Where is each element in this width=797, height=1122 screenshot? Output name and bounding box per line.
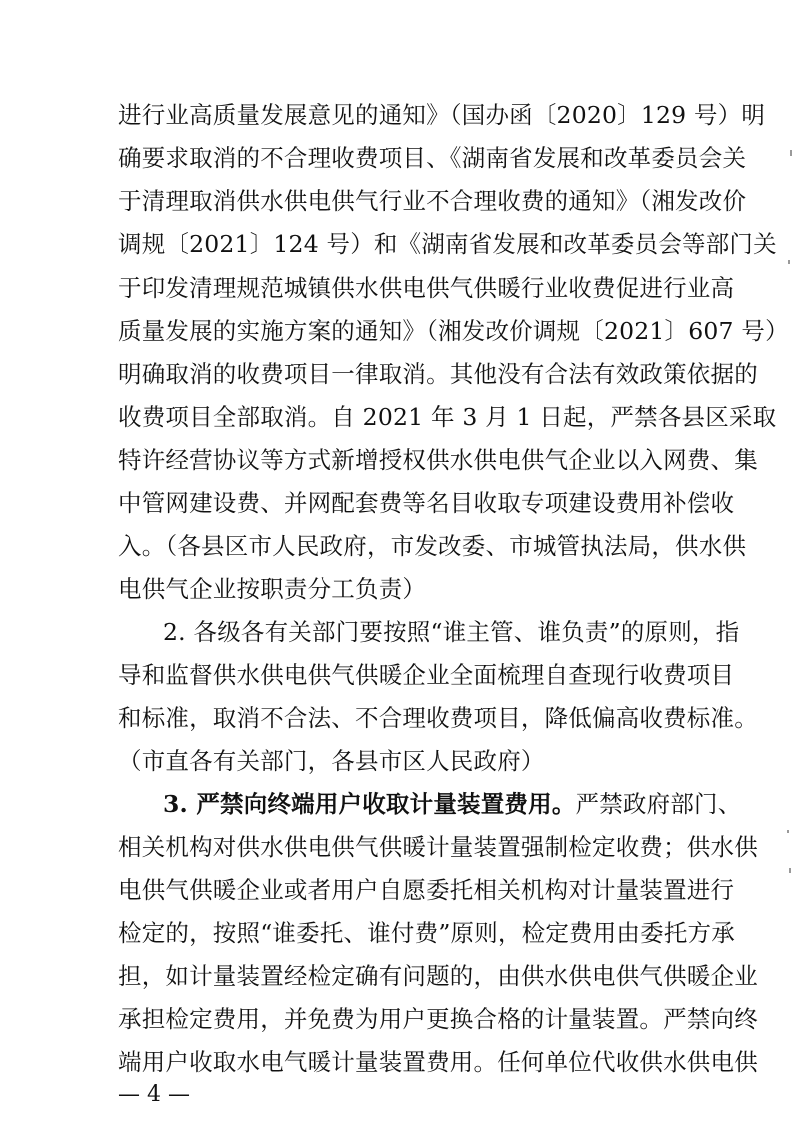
text-line: 收费项目全部取消。自 2021 年 3 月 1 日起，严禁各县区采取 (118, 403, 777, 431)
text-line: 入。（各县区市人民政府，市发改委、市城管执法局，供水供 (118, 532, 747, 560)
page-number: — 4 — (118, 1082, 190, 1107)
text-line: 相关机构对供水供电供气供暖计量装置强制检定收费；供水供 (118, 833, 758, 861)
text-line: 电供气企业按职责分工负责） (118, 575, 427, 603)
paragraph-3-line (163, 786, 742, 822)
text-line: 调规〔2021〕124 号）和《湖南省发展和改革委员会等部门关 (118, 230, 777, 258)
text-line: 于清理取消供水供电供气行业不合理收费的通知》（湘发改价 (118, 187, 747, 215)
paragraph-2-line: 2. 各级各有关部门要按照“谁主管、谁负责”的原则，指 (163, 618, 740, 646)
scan-mark (789, 868, 791, 873)
scan-mark (787, 830, 789, 833)
scan-mark (788, 260, 790, 264)
text-line: 中管网建设费、并网配套费等名目收取专项建设费用补偿收 (118, 489, 735, 517)
text-line: 确要求取消的不合理收费项目、《湖南省发展和改革委员会关 (118, 144, 747, 172)
paragraph-3-heading: 3. 严禁向终端用户收取计量装置费用。 (163, 790, 576, 818)
text-line: 进行业高质量发展意见的通知》（国办函〔2020〕129 号）明 (118, 101, 766, 129)
text-line: 端用户收取水电气暖计量装置费用。任何单位代收供水供电供 (118, 1048, 758, 1076)
text-line: 和标准，取消不合法、不合理收费项目，降低偏高收费标准。 (118, 704, 758, 732)
scan-mark (790, 150, 792, 156)
text-line: （市直各有关部门，各县市区人民政府） (118, 747, 545, 775)
text-line: 于印发清理规范城镇供水供电供气供暖行业收费促进行业高 (118, 274, 735, 302)
text-line: 明确取消的收费项目一律取消。其他没有合法有效政策依据的 (118, 360, 758, 388)
text-line: 检定的，按照“谁委托、谁付费”原则，检定费用由委托方承 (118, 919, 735, 947)
paragraph-3-text: 严禁政府部门、 (575, 790, 742, 818)
text-line: 电供气供暖企业或者用户自愿委托相关机构对计量装置进行 (118, 876, 735, 904)
text-line: 特许经营协议等方式新增授权供水供电供气企业以入网费、集 (118, 446, 758, 474)
text-line: 导和监督供水供电供气供暖企业全面梳理自查现行收费项目 (118, 661, 735, 689)
text-line: 质量发展的实施方案的通知》（湘发改价调规〔2021〕607 号） (118, 317, 789, 345)
text-line: 担，如计量装置经检定确有问题的，由供水供电供气供暖企业 (118, 962, 758, 990)
text-line: 承担检定费用，并免费为用户更换合格的计量装置。严禁向终 (118, 1005, 758, 1033)
